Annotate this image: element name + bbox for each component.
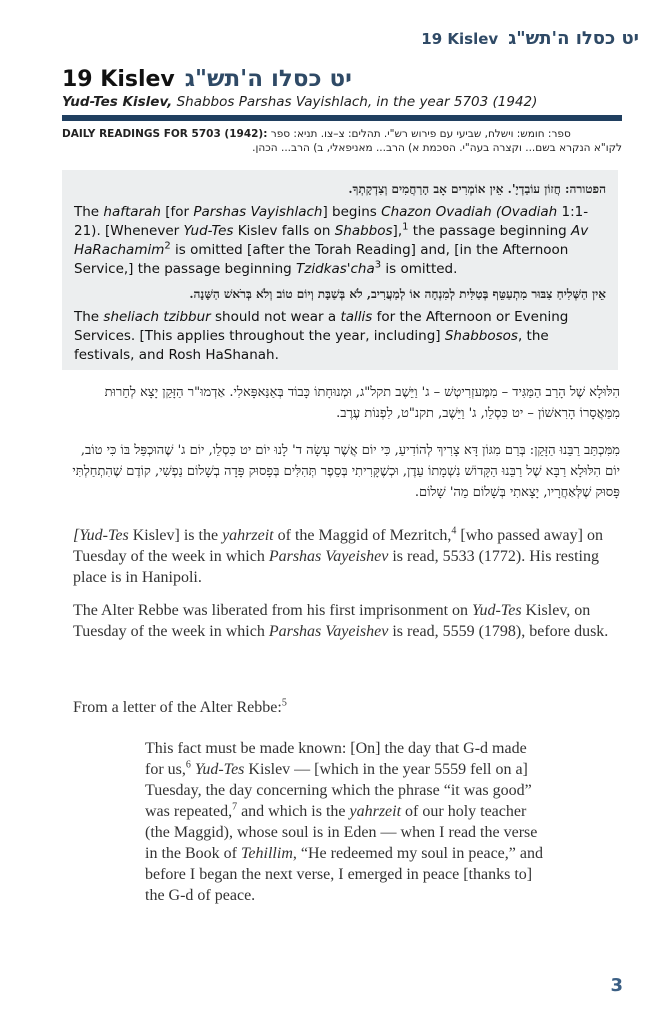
halachic-notes-box [62, 170, 618, 370]
hebrew-paragraph-yahrzeit: הִלּוּלָא שֶׁל הָרַב הַמַּגִּיד – מִמֶּעזְרִיטְשׁ – ג' וַיֵּשֶׁב תקל"ג, וּמְנוּחָתוֹ כָּבוֹד בְּאַנַּאפָּאלִי. אַדְמוּ"ר הַזָּקֵן יָצָא לְחֵרוּת מִמַּאֲסָרוֹ הָרִאשׁוֹן – יט כִּסְלֵו, ג' וַיֵּשֶׁב, תקנ"ט, לִפְנוֹת עֶרֶב. [104, 385, 620, 421]
readings-line1: ספר: חומש: וישלח, שביעי עם פירוש רש"י. תהלים: צ–צו. תניא: ספר [270, 128, 571, 140]
page-title [62, 66, 622, 92]
hebrew-paragraph-letter: מִמִּכְתַּב רַבֵּנוּ הַזָּקֵן: בְּרַם מִגּוֹן דָּא צָרִיךְ לְהוֹדִיעַ, כִּי יוֹם אֲשֶׁר עָשָׂה ד' לָנוּ יוֹם יט כִּסְלֵו, יוֹם ג' שֶׁהוּכְפַּל בּוֹ כִּי טוֹב, יוֹם הִלּוּלָא רַבָּא שֶׁל רַבֵּנוּ הַקָּדוֹשׁ נִשְׁמָתוֹ עֵדֶן, וּכְשֶׁקָּרִיתִי בְּסֵפֶר תְּהִלִּים בְּפָסוּק פָּדָה בְשָׁלוֹם נַפְשִׁי, קוֹדֶם שֶׁהִתְחַלְתִּי פָּסוּק שֶׁלְּאַחֲרָיו, יָצָאתִי בְּשָׁלוֹם מֵה' שָׁלוֹם. [72, 443, 620, 500]
english-paragraph-liberation: The Alter Rebbe was liberated from his first imprisonment on Yud-Tes Kislev, on Tuesday of the week in which Parshas Vayeishev is read, 5559 (1798), before dusk. [73, 602, 609, 640]
subtitle-rest: Shabbos Parshas Vayishlach, in the year 5703 (1942) [172, 94, 538, 110]
page-number: 3 [610, 975, 623, 996]
title-date-hebrew: יט כסלו ה'תש"ג [184, 66, 352, 92]
running-header-hebrew: יט כסלו ה'תש"ג [508, 28, 639, 49]
note-haftarah-english: The haftarah [for Parshas Vayishlach] begins Chazon Ovadiah (Ovadiah 1:1-21). [Whenever Yud-Tes Kislev falls on Shabbos],$^1$ the passage beginning Av HaRachamim$^2$ is omitted [after the Torah Reading] and, [in the Afternoon Service,] the passage beginning Tzidkas'cha$^3$ is omitted. [74, 204, 589, 277]
note-hebrew-tallis: אֵין הַשְּׁלִיחַ צִבּוּר מִתְעַטֵּף בְּטַלִּית לְמִנְחָה אוֹ לְמַעֲרִיב, לֹא בְּשַׁבָּת וְיוֹם טוֹב וְלֹא בְּרֹאשׁ הַשָּׁנָה. [189, 287, 606, 301]
english-paragraph-letter-intro: From a letter of the Alter Rebbe:$^5$ [73, 697, 287, 716]
running-header-english: 19 Kislev [421, 30, 499, 48]
english-paragraph-yahrzeit: [Yud-Tes Kislev] is the yahrzeit of the Maggid of Mezritch,$^4$ [who passed away] on Tuesday of the week in which Parshas Vayeishev is read, 5533 (1772). His resting place is in Hanipoli. [73, 525, 603, 586]
title-date-english: 19 Kislev [62, 67, 175, 92]
running-header [421, 28, 639, 49]
daily-readings [62, 128, 622, 155]
letter-quote: This fact must be made known: [On] the day that G-d made for us,$^6$ Yud-Tes Kislev — [which in the year 5559 fell on a] Tuesday, the day concerning which the phrase “it was good” was repeated,$^7$ and which is the yahrzeit of our holy teacher (the Maggid), whose soul is in Eden — when I read the verse in the Book of Tehillim, “He redeemed my soul in peace,” and before I began the next verse, I emerged in peace [thanks to] the G-d of peace. [145, 740, 543, 904]
note-hebrew-haftarah: הפטורה: חֲזוֹן עוֹבַדְיָ'. אֵין אוֹמְרִים אָב הָרַחֲמִים וְצִדְקָתְךָ. [348, 182, 606, 196]
subtitle-bold: Yud-Tes Kislev, [62, 94, 173, 110]
page-subtitle [62, 94, 622, 110]
title-divider [62, 115, 622, 121]
readings-label: DAILY READINGS FOR 5703 (1942): [62, 128, 268, 140]
note-tallis-english: The sheliach tzibbur should not wear a tallis for the Afternoon or Evening Services. [This applies throughout the year, including] Shabbosos, the festivals, and Rosh HaShanah. [74, 309, 569, 363]
readings-line2: לקו"א הנקרא בשם... וקצרה בעה"י. הסכמת א) הרב... מאניפאלי, ב) הרב... הכהן. [252, 141, 622, 154]
